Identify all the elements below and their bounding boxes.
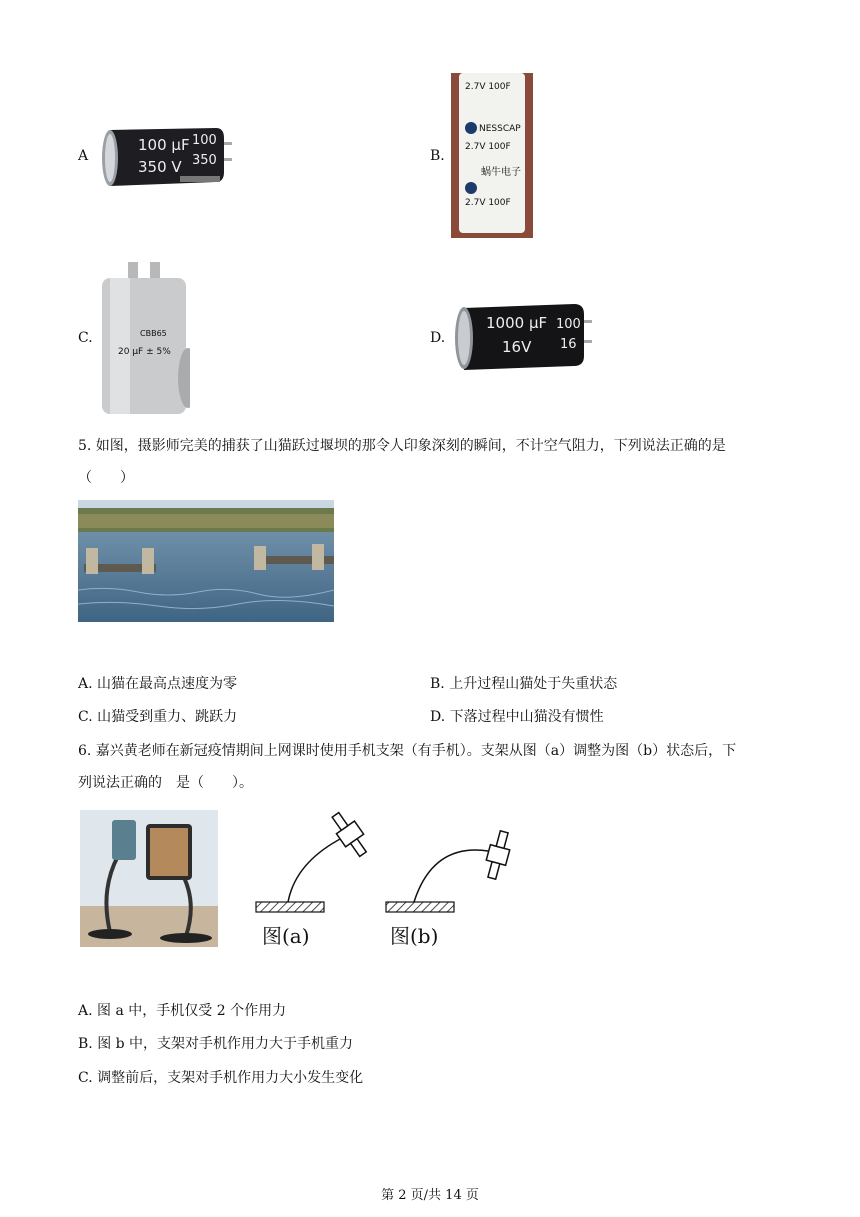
- phone-stand-photo: [80, 810, 218, 947]
- capacitor-a-side1: 100: [192, 133, 217, 148]
- capacitor-a-rating1: 100 μF: [138, 136, 190, 154]
- q5-option-c: C. 山猫受到重力、跳跃力: [78, 709, 238, 725]
- q5-option-d: D. 下落过程中山猫没有惯性: [430, 709, 604, 725]
- capacitor-d-side2: 16: [560, 337, 577, 352]
- option-a-letter: A: [78, 148, 89, 164]
- q6-option-a: A. 图 a 中，手机仅受 2 个作用力: [78, 1003, 287, 1019]
- capacitor-c-model: CBB65: [140, 329, 167, 338]
- capacitor-b-line1: 2.7V 100F: [465, 82, 511, 92]
- page-footer: 第 2 页/共 14 页: [381, 1188, 479, 1203]
- q5-paren: （ ）: [78, 470, 134, 486]
- capacitor-b-image: [451, 73, 533, 238]
- capacitor-c-value: 20 μF ± 5%: [118, 347, 171, 357]
- q6-stem-line1: 6. 嘉兴黄老师在新冠疫情期间上网课时使用手机支架（有手机）。支架从图（a）调整为图（b）状态后，下: [78, 743, 737, 759]
- option-d-letter: D.: [430, 330, 446, 346]
- capacitor-b-brand: NESSCAP: [479, 124, 521, 134]
- option-c-letter: C.: [78, 330, 93, 346]
- capacitor-a-rating2: 350 V: [138, 158, 182, 176]
- capacitor-b-cn: 蜗牛电子: [481, 167, 521, 178]
- capacitor-d-image: [452, 298, 597, 378]
- q5-stem: 5. 如图，摄影师完美的捕获了山猫跃过堰坝的那令人印象深刻的瞬间，不计空气阻力，下列说法正确的是: [78, 438, 726, 454]
- q5-option-a: A. 山猫在最高点速度为零: [78, 676, 238, 692]
- q6-option-c: C. 调整前后，支架对手机作用力大小发生变化: [78, 1070, 364, 1086]
- figure-b-caption: 图(b): [390, 924, 439, 948]
- capacitor-d-rating2: 16V: [502, 338, 532, 356]
- q5-option-b: B. 上升过程山猫处于失重状态: [430, 676, 618, 692]
- option-b-letter: B.: [430, 148, 445, 164]
- capacitor-a-image: [100, 120, 235, 195]
- capacitor-a-side2: 350: [192, 153, 217, 168]
- figure-a-caption: 图(a): [262, 924, 310, 948]
- q6-stem-line2: 列说法正确的 是（ ）。: [78, 775, 253, 791]
- capacitor-b-line3: 2.7V 100F: [465, 198, 511, 208]
- capacitor-c-image: [100, 258, 190, 416]
- lynx-dam-photo: [78, 500, 334, 622]
- capacitor-b-line2: 2.7V 100F: [465, 142, 511, 152]
- capacitor-d-side1: 100: [556, 317, 581, 332]
- capacitor-d-rating1: 1000 μF: [486, 314, 548, 332]
- q6-option-b: B. 图 b 中，支架对手机作用力大于手机重力: [78, 1036, 354, 1052]
